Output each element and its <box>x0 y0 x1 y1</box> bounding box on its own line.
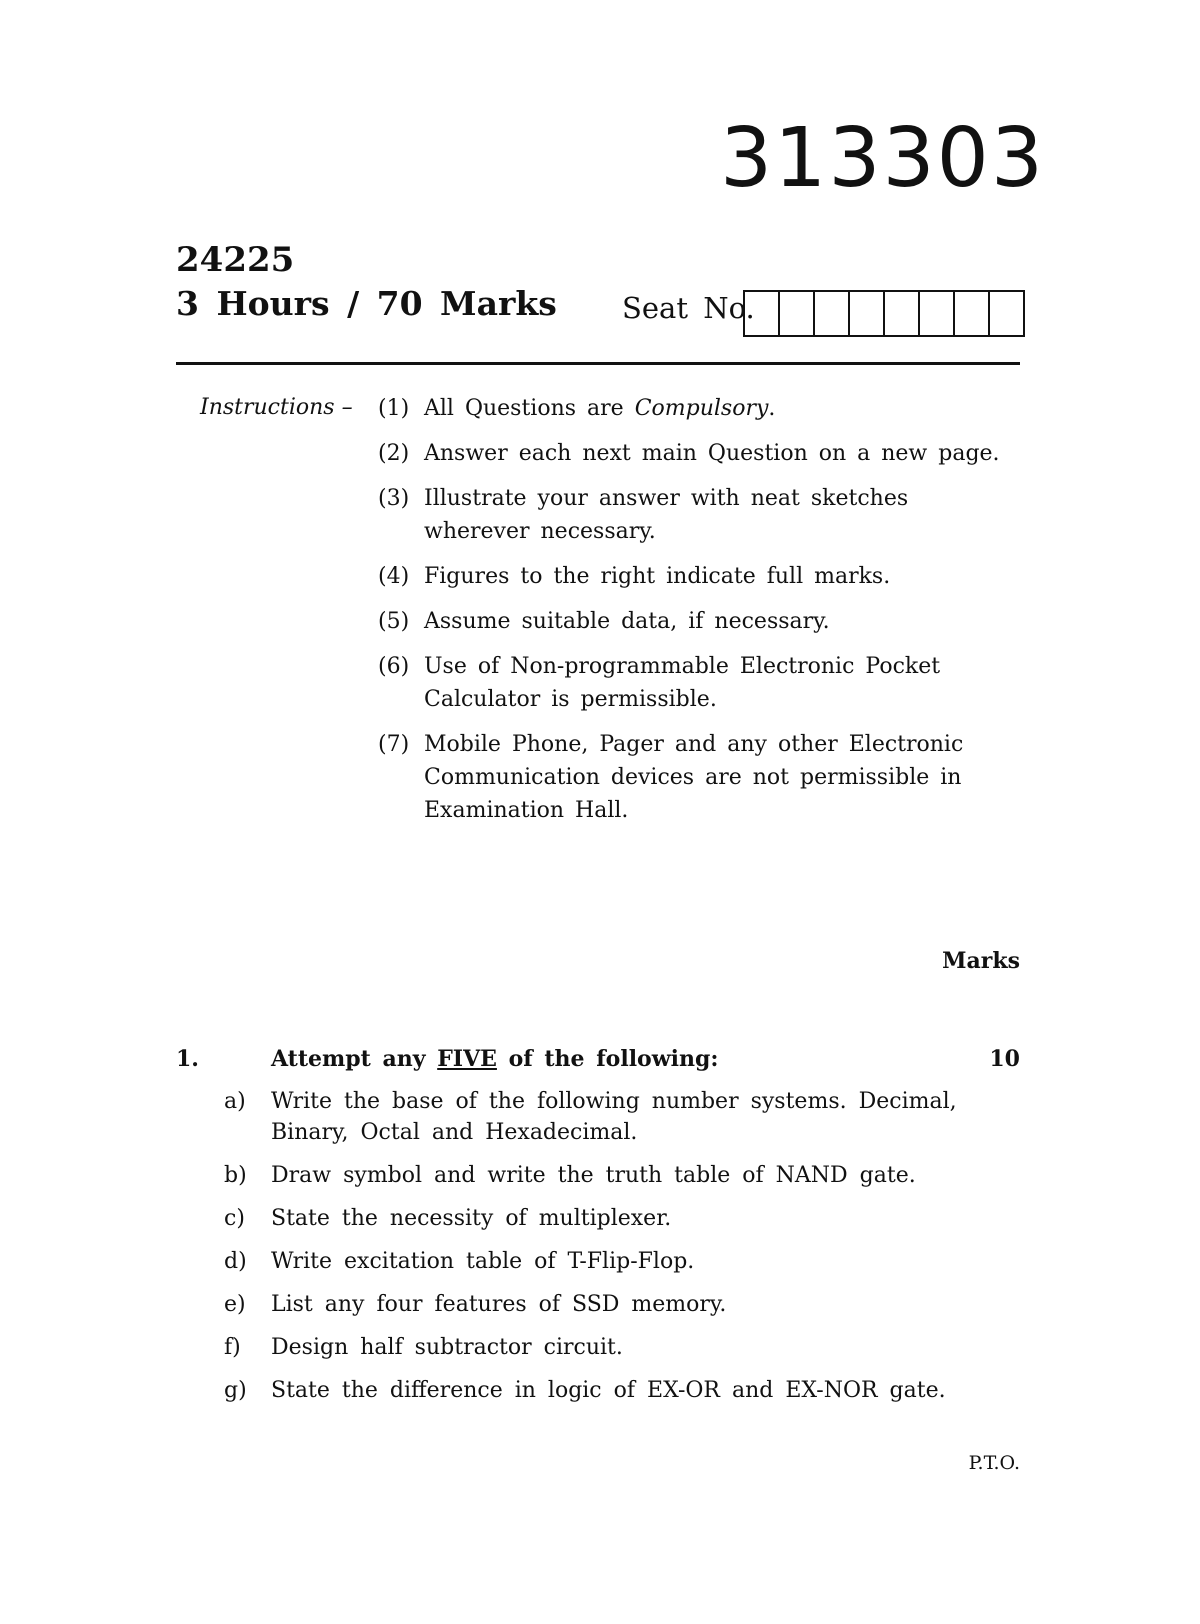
subquestion <box>224 1160 964 1191</box>
subquestion-text: State the difference in logic of EX-OR and EX-NOR gate. <box>271 1378 946 1403</box>
subquestion-label: g) <box>224 1378 247 1403</box>
instructions-label: Instructions – <box>200 395 353 420</box>
instruction-item <box>378 728 1008 827</box>
page-turn-over: P.T.O. <box>968 1452 1020 1474</box>
seat-number-box[interactable] <box>745 292 780 335</box>
subquestion-text: State the necessity of multiplexer. <box>271 1206 672 1231</box>
subquestion-label: f) <box>224 1335 241 1360</box>
subquestion-text: Draw symbol and write the truth table of NAND gate. <box>271 1163 916 1188</box>
instruction-text: Assume suitable data, if necessary. <box>424 609 830 634</box>
instruction-number: (4) <box>378 564 410 589</box>
seat-number-box[interactable] <box>955 292 990 335</box>
subquestion <box>224 1203 964 1234</box>
seat-number-box[interactable] <box>850 292 885 335</box>
subquestion <box>224 1289 964 1320</box>
instruction-number: (1) <box>378 396 410 421</box>
subquestion-text: Write the base of the following number systems. Decimal, Binary, Octal and Hexadecimal. <box>271 1089 957 1145</box>
instruction-item <box>378 482 1008 548</box>
seat-number-box[interactable] <box>780 292 815 335</box>
instruction-item <box>378 437 1008 470</box>
subquestion <box>224 1375 964 1406</box>
subquestion-label: b) <box>224 1163 247 1188</box>
instruction-number: (6) <box>378 654 410 679</box>
instruction-item <box>378 560 1008 593</box>
subquestion <box>224 1246 964 1277</box>
instructions-list <box>378 392 1008 839</box>
instruction-item <box>378 650 1008 716</box>
subquestion-label: c) <box>224 1206 245 1231</box>
question-title: Attempt any FIVE of the following: <box>271 1046 719 1072</box>
subquestion-label: a) <box>224 1089 246 1114</box>
instruction-number: (5) <box>378 609 410 634</box>
instruction-text: Figures to the right indicate full marks. <box>424 564 891 589</box>
subquestion-label: e) <box>224 1292 246 1317</box>
subquestion-label: d) <box>224 1249 247 1274</box>
paper-code: 24225 <box>176 240 295 280</box>
seat-number-box[interactable] <box>815 292 850 335</box>
subquestion-text: Write excitation table of T-Flip-Flop. <box>271 1249 695 1274</box>
seat-number-boxes[interactable] <box>743 290 1025 337</box>
instruction-item <box>378 605 1008 638</box>
instruction-text: All Questions are Compulsory. <box>424 396 776 421</box>
seat-number-box[interactable] <box>885 292 920 335</box>
seat-number-box[interactable] <box>920 292 955 335</box>
subquestion <box>224 1086 964 1148</box>
duration-marks: 3 Hours / 70 Marks <box>176 284 557 323</box>
question-number: 1. <box>176 1046 199 1072</box>
subquestion <box>224 1332 964 1363</box>
instruction-number: (2) <box>378 441 410 466</box>
instruction-text: Use of Non-programmable Electronic Pocket Calculator is permissible. <box>424 654 941 712</box>
question-marks: 10 <box>989 1046 1020 1072</box>
instruction-text: Answer each next main Question on a new page. <box>424 441 1000 466</box>
subject-code: 313303 <box>720 111 1046 206</box>
subquestion-text: List any four features of SSD memory. <box>271 1292 727 1317</box>
seat-number-label: Seat No. <box>622 291 755 325</box>
instruction-number: (3) <box>378 486 410 511</box>
instruction-item <box>378 392 1008 425</box>
subquestion-text: Design half subtractor circuit. <box>271 1335 623 1360</box>
instruction-text: Illustrate your answer with neat sketches wherever necessary. <box>424 486 909 544</box>
header-divider <box>176 362 1020 365</box>
subquestion-list <box>224 1086 964 1418</box>
instruction-text: Mobile Phone, Pager and any other Electronic Communication devices are not permissible in Examination Hall. <box>424 732 964 823</box>
seat-number-box[interactable] <box>990 292 1023 335</box>
marks-column-header: Marks <box>942 948 1020 974</box>
instruction-number: (7) <box>378 732 410 757</box>
